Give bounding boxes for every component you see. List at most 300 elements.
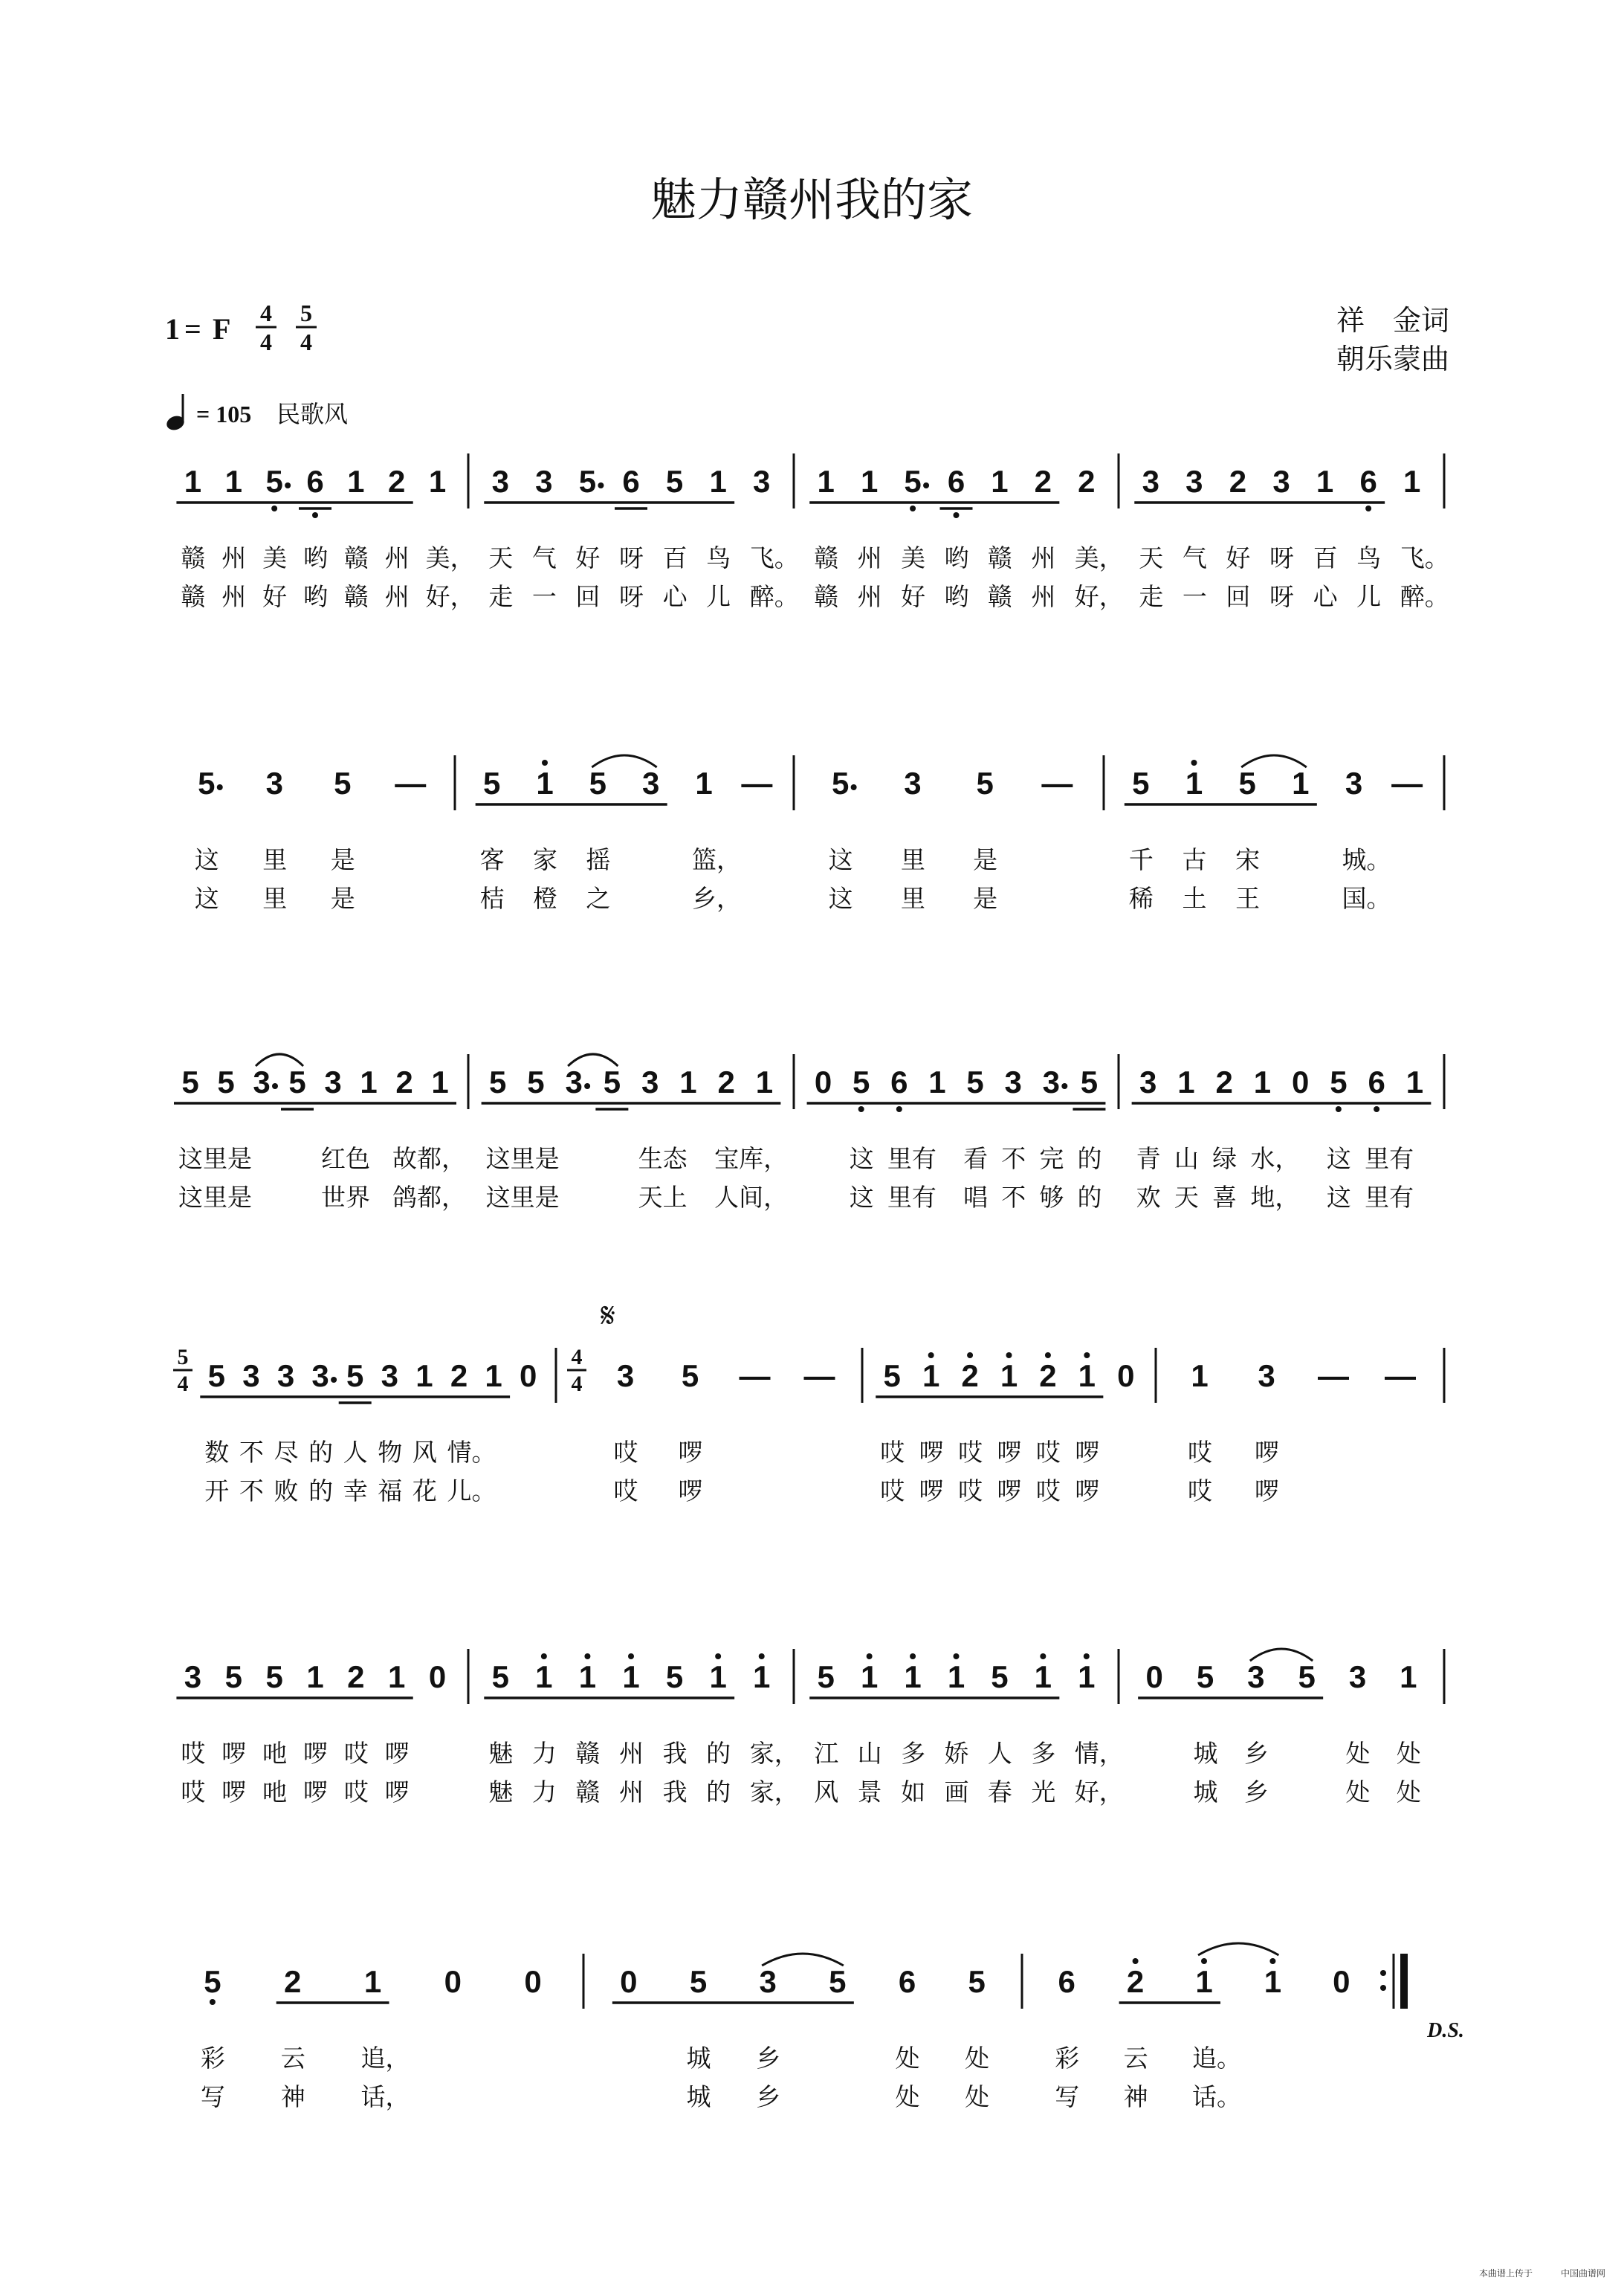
note: 1 (1195, 1964, 1213, 1999)
dash-extension: — (1391, 766, 1423, 801)
lyric-syllable: 哎 (343, 1777, 369, 1806)
lyric-syllable: 完 (1039, 1144, 1064, 1173)
note: 5 (1080, 1065, 1099, 1099)
note: 5 (831, 766, 850, 801)
lyric-syllable: 神 (280, 2082, 305, 2111)
lyric-syllable: 城 (1193, 1739, 1218, 1768)
note: 5 (883, 1358, 901, 1393)
rest: 0 (1333, 1964, 1350, 1999)
lyric-syllable: 开 (204, 1476, 230, 1505)
lyric-syllable: 这 (828, 884, 853, 913)
octave-dot-above (542, 760, 548, 766)
lyric-syllable: 不 (239, 1476, 264, 1505)
note: 3 (265, 766, 283, 801)
note: 2 (347, 1659, 365, 1694)
lyric-syllable: 哎 (958, 1476, 983, 1505)
lyric-syllable: 这 (194, 845, 219, 874)
lyric-syllable: 赣 (814, 582, 839, 611)
note: 1 (755, 1065, 774, 1099)
lyric-syllable: 啰 (221, 1777, 247, 1806)
measure (1134, 453, 1449, 611)
lyric-syllable: 飞。 (749, 543, 799, 572)
lyric-syllable: 风 (412, 1438, 437, 1467)
note: 5 (966, 1065, 984, 1099)
score-row (173, 1295, 1444, 1505)
rest: 0 (814, 1065, 832, 1099)
lyric-syllable: 吔 (262, 1739, 288, 1768)
lyric-syllable: 摇 (586, 845, 611, 874)
note: 1 (753, 1659, 771, 1694)
note: 1 (679, 1065, 697, 1099)
lyric-syllable: 够 (1039, 1183, 1064, 1212)
lyric-syllable: 春 (987, 1777, 1012, 1806)
measure (1055, 1943, 1404, 2111)
note: 3 (641, 1065, 659, 1099)
lyric-syllable: 处 (1345, 1777, 1371, 1806)
note: 1 (428, 464, 447, 499)
note: 5 (207, 1358, 225, 1393)
dash-extension: — (803, 1358, 835, 1393)
tempo-style: 民歌风 (276, 400, 349, 428)
lyric-syllable: 写 (1055, 2082, 1080, 2111)
lyric-syllable: 里 (900, 884, 925, 913)
duration-dot (1061, 1083, 1067, 1089)
note: 5 (482, 766, 501, 801)
note: 3 (1042, 1065, 1060, 1099)
octave-dot-above (1191, 760, 1197, 766)
octave-dot-above (867, 1653, 873, 1659)
footer-site: 中国曲谱网 (1561, 2268, 1606, 2279)
lyric-syllable: 魅 (488, 1739, 514, 1768)
note: 3 (1142, 464, 1159, 499)
note: 2 (961, 1358, 979, 1393)
note: 3 (491, 464, 509, 499)
lyric-syllable: 数 (204, 1438, 230, 1467)
measure (176, 1649, 468, 1806)
lyric-syllable: 赣 (343, 543, 369, 572)
measure (484, 453, 798, 611)
note: 2 (1229, 464, 1247, 499)
lyric-syllable: 呀 (619, 543, 644, 572)
note: 1 (184, 464, 202, 499)
lyric-syllable: 儿 (1356, 582, 1382, 611)
lyric-syllable: 客 (479, 845, 505, 874)
lyric-syllable: 不 (1001, 1183, 1026, 1212)
lyric-syllable: 山 (1174, 1144, 1199, 1173)
note: 1 (1253, 1065, 1272, 1099)
lyric-syllable: 看 (963, 1144, 989, 1173)
note: 5 (346, 1358, 364, 1393)
dash-extension: — (1385, 1358, 1416, 1393)
octave-dot-above (1006, 1352, 1012, 1358)
lyric-syllable: 如 (901, 1777, 926, 1806)
lyric-syllable: 这 (828, 845, 853, 874)
lyric-syllable: 哎 (880, 1438, 905, 1467)
lyric-syllable: 鸽都， (392, 1183, 466, 1212)
lyric-syllable: 光 (1031, 1777, 1056, 1806)
note: 1 (1191, 1358, 1209, 1393)
lyric-syllable: 多 (1031, 1739, 1056, 1768)
lyric-syllable: 桔 (479, 884, 505, 913)
dash-extension: — (1041, 766, 1073, 801)
lyric-syllable: 处 (895, 2082, 920, 2111)
rest: 0 (444, 1964, 462, 1999)
note: 5 (181, 1065, 199, 1099)
rest: 0 (428, 1659, 447, 1694)
key-equals: = (184, 312, 201, 346)
note: 3 (253, 1065, 271, 1099)
lyric-syllable: 云 (1123, 2044, 1148, 2073)
key-signature (165, 300, 317, 355)
measure (1188, 1348, 1444, 1505)
lyric-syllable: 山 (857, 1739, 882, 1768)
lyric-syllable: 美， (1074, 543, 1124, 572)
duration-dot (584, 1083, 590, 1089)
lyric-syllable: 的 (308, 1438, 334, 1467)
tempo-marking (165, 394, 348, 433)
octave-dot-above (1040, 1653, 1046, 1659)
lyric-syllable: 这里是 (485, 1144, 560, 1173)
lyric-syllable: 花 (412, 1476, 437, 1505)
note: 1 (485, 1358, 502, 1393)
lyric-syllable: 生态 (638, 1144, 688, 1173)
note: 6 (1368, 1065, 1385, 1099)
lyric-syllable: 乡 (756, 2044, 781, 2073)
note: 3 (1272, 464, 1290, 499)
lyric-syllable: 画 (944, 1777, 969, 1806)
rest: 0 (1117, 1358, 1135, 1393)
note: 1 (947, 1659, 965, 1694)
score-rows (173, 453, 1464, 2111)
lyric-syllable: 写 (200, 2082, 225, 2111)
lyric-syllable: 好 (1226, 543, 1251, 572)
lyric-syllable: 州 (384, 543, 410, 572)
note: 2 (450, 1358, 468, 1393)
lyric-syllable: 红色 (321, 1144, 370, 1173)
note: 6 (1359, 464, 1377, 499)
lyric-syllable: 哟 (944, 582, 969, 611)
octave-dot-above (715, 1653, 721, 1659)
lyric-syllable: 这里是 (485, 1183, 560, 1212)
note: 1 (536, 766, 554, 801)
measure (809, 453, 1124, 611)
lyric-syllable: 处 (895, 2044, 920, 2073)
rest: 0 (524, 1964, 542, 1999)
note: 3 (242, 1358, 260, 1393)
note: 3 (616, 1358, 635, 1393)
measure (482, 1054, 794, 1212)
lyric-syllable: 啰 (919, 1438, 944, 1467)
lyric-syllable: 里 (262, 884, 288, 913)
lyric-syllable: 乡， (692, 884, 741, 913)
lyric-syllable: 里有 (1365, 1144, 1414, 1173)
lyric-syllable: 哎 (613, 1476, 638, 1505)
lyric-syllable: 走 (1139, 582, 1164, 611)
octave-dot-below (1374, 1106, 1379, 1112)
note: 5 (1196, 1659, 1214, 1694)
duration-dot (598, 482, 604, 488)
lyric-syllable: 追。 (1192, 2044, 1241, 2073)
time-sig-1-top: 4 (260, 300, 272, 326)
score-row (174, 1054, 1444, 1212)
lyric-syllable: 水， (1250, 1144, 1300, 1173)
octave-dot-above (541, 1653, 547, 1659)
lyric-syllable: 福 (378, 1476, 403, 1505)
footer-watermark (1479, 2267, 1605, 2279)
lyric-syllable: 里有 (1365, 1183, 1414, 1212)
lyric-syllable: 地， (1250, 1183, 1300, 1212)
lyric-syllable: 多 (901, 1739, 926, 1768)
lyric-syllable: 这 (194, 884, 219, 913)
lyric-syllable: 乡 (1243, 1777, 1269, 1806)
lyric-syllable: 儿。 (447, 1476, 496, 1505)
octave-dot-below (858, 1106, 864, 1112)
lyric-syllable: 宋 (1235, 845, 1261, 874)
lyric-syllable: 世界 (321, 1183, 370, 1212)
lyric-syllable: 家， (749, 1777, 799, 1806)
lyric-syllable: 哎 (1188, 1476, 1212, 1505)
note: 2 (284, 1964, 302, 1999)
note: 3 (1004, 1065, 1022, 1099)
duration-dot (851, 784, 857, 790)
note: 5 (288, 1065, 306, 1099)
lyric-syllable: 啰 (1075, 1476, 1100, 1505)
lyric-syllable: 美 (262, 543, 288, 572)
lyric-syllable: 彩 (200, 2044, 225, 2073)
lyric-syllable: 古 (1182, 845, 1207, 874)
lyric-syllable: 天 (1139, 543, 1164, 572)
lyric-syllable: 彩 (1055, 2044, 1080, 2073)
lyric-syllable: 这 (1326, 1183, 1351, 1212)
lyric-syllable: 州 (619, 1777, 644, 1806)
tempo-value: = 105 (196, 401, 252, 427)
octave-dot-above (1269, 1958, 1275, 1964)
lyric-syllable: 啰 (384, 1739, 410, 1768)
page-title: 魅力赣州我的家 (650, 172, 974, 227)
lyric-syllable: 啰 (997, 1476, 1022, 1505)
note: 1 (991, 464, 1009, 499)
lyric-syllable: 州 (221, 543, 247, 572)
note: 1 (1405, 1065, 1424, 1099)
lyric-syllable: 呀 (619, 582, 644, 611)
lyric-syllable: 城 (1193, 1777, 1218, 1806)
time-sig-top: 5 (177, 1345, 189, 1369)
lyric-syllable: 的 (1077, 1144, 1102, 1173)
note: 3 (904, 766, 922, 801)
measure (195, 755, 455, 913)
note: 1 (388, 1659, 406, 1694)
note: 1 (622, 1659, 640, 1694)
lyric-syllable: 州 (221, 582, 247, 611)
note: 5 (829, 1964, 847, 1999)
lyric-syllable: 人间， (714, 1183, 789, 1212)
lyric-syllable: 天 (1174, 1183, 1199, 1212)
lyric-syllable: 啰 (1075, 1438, 1100, 1467)
score-row (201, 1943, 1464, 2111)
note: 3 (1258, 1358, 1275, 1393)
lyric-syllable: 儿 (706, 582, 731, 611)
note: 3 (381, 1358, 398, 1393)
lyric-syllable: 人 (343, 1438, 368, 1467)
lyric-syllable: 哎 (181, 1739, 206, 1768)
octave-dot-above (1133, 1958, 1139, 1964)
octave-dot-above (759, 1653, 765, 1659)
octave-dot-below (910, 506, 916, 511)
lyric-syllable: 美 (901, 543, 926, 572)
lyric-syllable: 赣 (814, 543, 839, 572)
lyric-syllable: 追， (360, 2044, 410, 2073)
lyric-syllable: 啰 (997, 1438, 1022, 1467)
lyric-syllable: 魅 (488, 1777, 514, 1806)
lyric-syllable: 天 (488, 543, 514, 572)
segno-sign: 𝄋 (601, 1295, 615, 1335)
octave-dot-below (312, 512, 318, 518)
lyric-syllable: 哟 (303, 543, 328, 572)
lyric-syllable: 哎 (343, 1739, 369, 1768)
note: 6 (306, 464, 324, 499)
note: 5 (224, 1659, 242, 1694)
lyric-syllable: 哎 (1035, 1476, 1061, 1505)
measure (1125, 755, 1444, 913)
note: 5 (603, 1065, 621, 1099)
score-row (176, 453, 1449, 611)
lyric-syllable: 我 (662, 1739, 688, 1768)
note: 3 (753, 464, 771, 499)
measure (176, 453, 474, 611)
note: 5 (681, 1358, 699, 1393)
lyric-syllable: 的 (706, 1777, 731, 1806)
octave-dot-below (954, 512, 960, 518)
lyric-syllable: 赣 (987, 582, 1012, 611)
note: 5 (217, 1065, 235, 1099)
repeat-dot (1380, 1985, 1386, 1991)
note: 1 (363, 1964, 382, 1999)
rest: 0 (520, 1358, 537, 1393)
note: 6 (890, 1065, 908, 1099)
lyric-syllable: 娇 (944, 1739, 969, 1768)
key-letter: F (213, 312, 231, 346)
note: 5 (589, 766, 607, 801)
note: 1 (1034, 1659, 1052, 1694)
note: 3 (324, 1065, 342, 1099)
lyric-syllable: 人 (987, 1739, 1012, 1768)
note: 1 (922, 1358, 940, 1393)
note: 1 (1400, 1659, 1417, 1694)
lyric-syllable: 的 (706, 1739, 731, 1768)
lyric-syllable: 呀 (1269, 543, 1294, 572)
note: 1 (1185, 766, 1203, 801)
note: 1 (1177, 1065, 1195, 1099)
octave-dot-above (928, 1352, 934, 1358)
note: 3 (276, 1358, 295, 1393)
lyric-syllable: 州 (857, 543, 882, 572)
note: 2 (1034, 464, 1052, 499)
lyric-syllable: 啰 (678, 1438, 703, 1467)
lyric-syllable: 哎 (880, 1476, 905, 1505)
lyric-syllable: 赣 (575, 1777, 601, 1806)
note: 6 (898, 1964, 916, 1999)
lyric-syllable: 这 (849, 1144, 874, 1173)
note: 1 (431, 1065, 449, 1099)
lyric-syllable: 我 (662, 1777, 688, 1806)
lyric-syllable: 篮， (692, 845, 741, 874)
note: 1 (578, 1659, 597, 1694)
note: 5 (976, 766, 994, 801)
lyric-syllable: 是 (330, 845, 355, 874)
octave-dot-above (1084, 1653, 1090, 1659)
measure (1132, 1054, 1444, 1212)
note: 1 (1000, 1358, 1018, 1393)
lyric-syllable: 好 (575, 543, 601, 572)
lyric-syllable: 处 (1396, 1777, 1421, 1806)
lyric-syllable: 物 (378, 1438, 403, 1467)
note: 1 (709, 464, 727, 499)
lyric-syllable: 里 (262, 845, 288, 874)
octave-dot-below (210, 1999, 216, 2005)
dash-extension: — (741, 766, 773, 801)
note: 6 (1058, 1964, 1075, 1999)
lyric-syllable: 州 (1031, 543, 1056, 572)
lyric-syllable: 处 (965, 2044, 990, 2073)
lyric-syllable: 橙 (533, 884, 557, 913)
lyric-syllable: 醉。 (749, 582, 799, 611)
lyric-syllable: 赣 (181, 582, 206, 611)
dash-extension: — (1318, 1358, 1349, 1393)
octave-dot-above (910, 1653, 916, 1659)
lyric-syllable: 气 (1182, 543, 1207, 572)
lyric-syllable: 是 (973, 884, 998, 913)
lyric-syllable: 好， (1074, 1777, 1124, 1806)
lyric-syllable: 鸟 (706, 543, 731, 572)
lyric-syllable: 啰 (303, 1739, 328, 1768)
lyric-syllable: 啰 (1255, 1476, 1279, 1505)
note: 1 (860, 464, 879, 499)
lyric-syllable: 赣 (181, 543, 206, 572)
lyric-syllable: 故都， (392, 1144, 466, 1173)
duration-dot (331, 1377, 337, 1383)
lyric-syllable: 啰 (303, 1777, 328, 1806)
repeat-dot (1380, 1970, 1386, 1976)
lyric-syllable: 里 (900, 845, 925, 874)
lyric-syllable: 风 (814, 1777, 839, 1806)
octave-dot-below (896, 1106, 902, 1112)
lyric-syllable: 江 (814, 1739, 839, 1768)
lyric-syllable: 好 (901, 582, 926, 611)
lyric-syllable: 败 (274, 1476, 299, 1505)
time-sig-bottom: 4 (571, 1372, 583, 1396)
lyric-syllable: 心 (1313, 582, 1338, 611)
lyric-syllable: 云 (280, 2044, 305, 2073)
octave-dot-above (628, 1653, 634, 1659)
note: 5 (527, 1065, 545, 1099)
lyric-syllable: 城 (686, 2044, 711, 2073)
note: 2 (1039, 1358, 1057, 1393)
lyric-syllable: 幸 (343, 1476, 368, 1505)
note: 5 (265, 464, 283, 499)
measure (173, 1345, 556, 1505)
note: 1 (306, 1659, 324, 1694)
note: 5 (1132, 766, 1150, 801)
lyric-syllable: 气 (531, 543, 557, 572)
lyric-syllable: 哎 (958, 1438, 983, 1467)
measure (876, 1348, 1156, 1505)
note: 6 (947, 464, 965, 499)
lyric-syllable: 不 (239, 1438, 264, 1467)
note: 1 (1403, 464, 1421, 499)
lyric-syllable: 鸟 (1356, 543, 1382, 572)
note: 6 (622, 464, 640, 499)
lyric-syllable: 千 (1128, 845, 1154, 874)
